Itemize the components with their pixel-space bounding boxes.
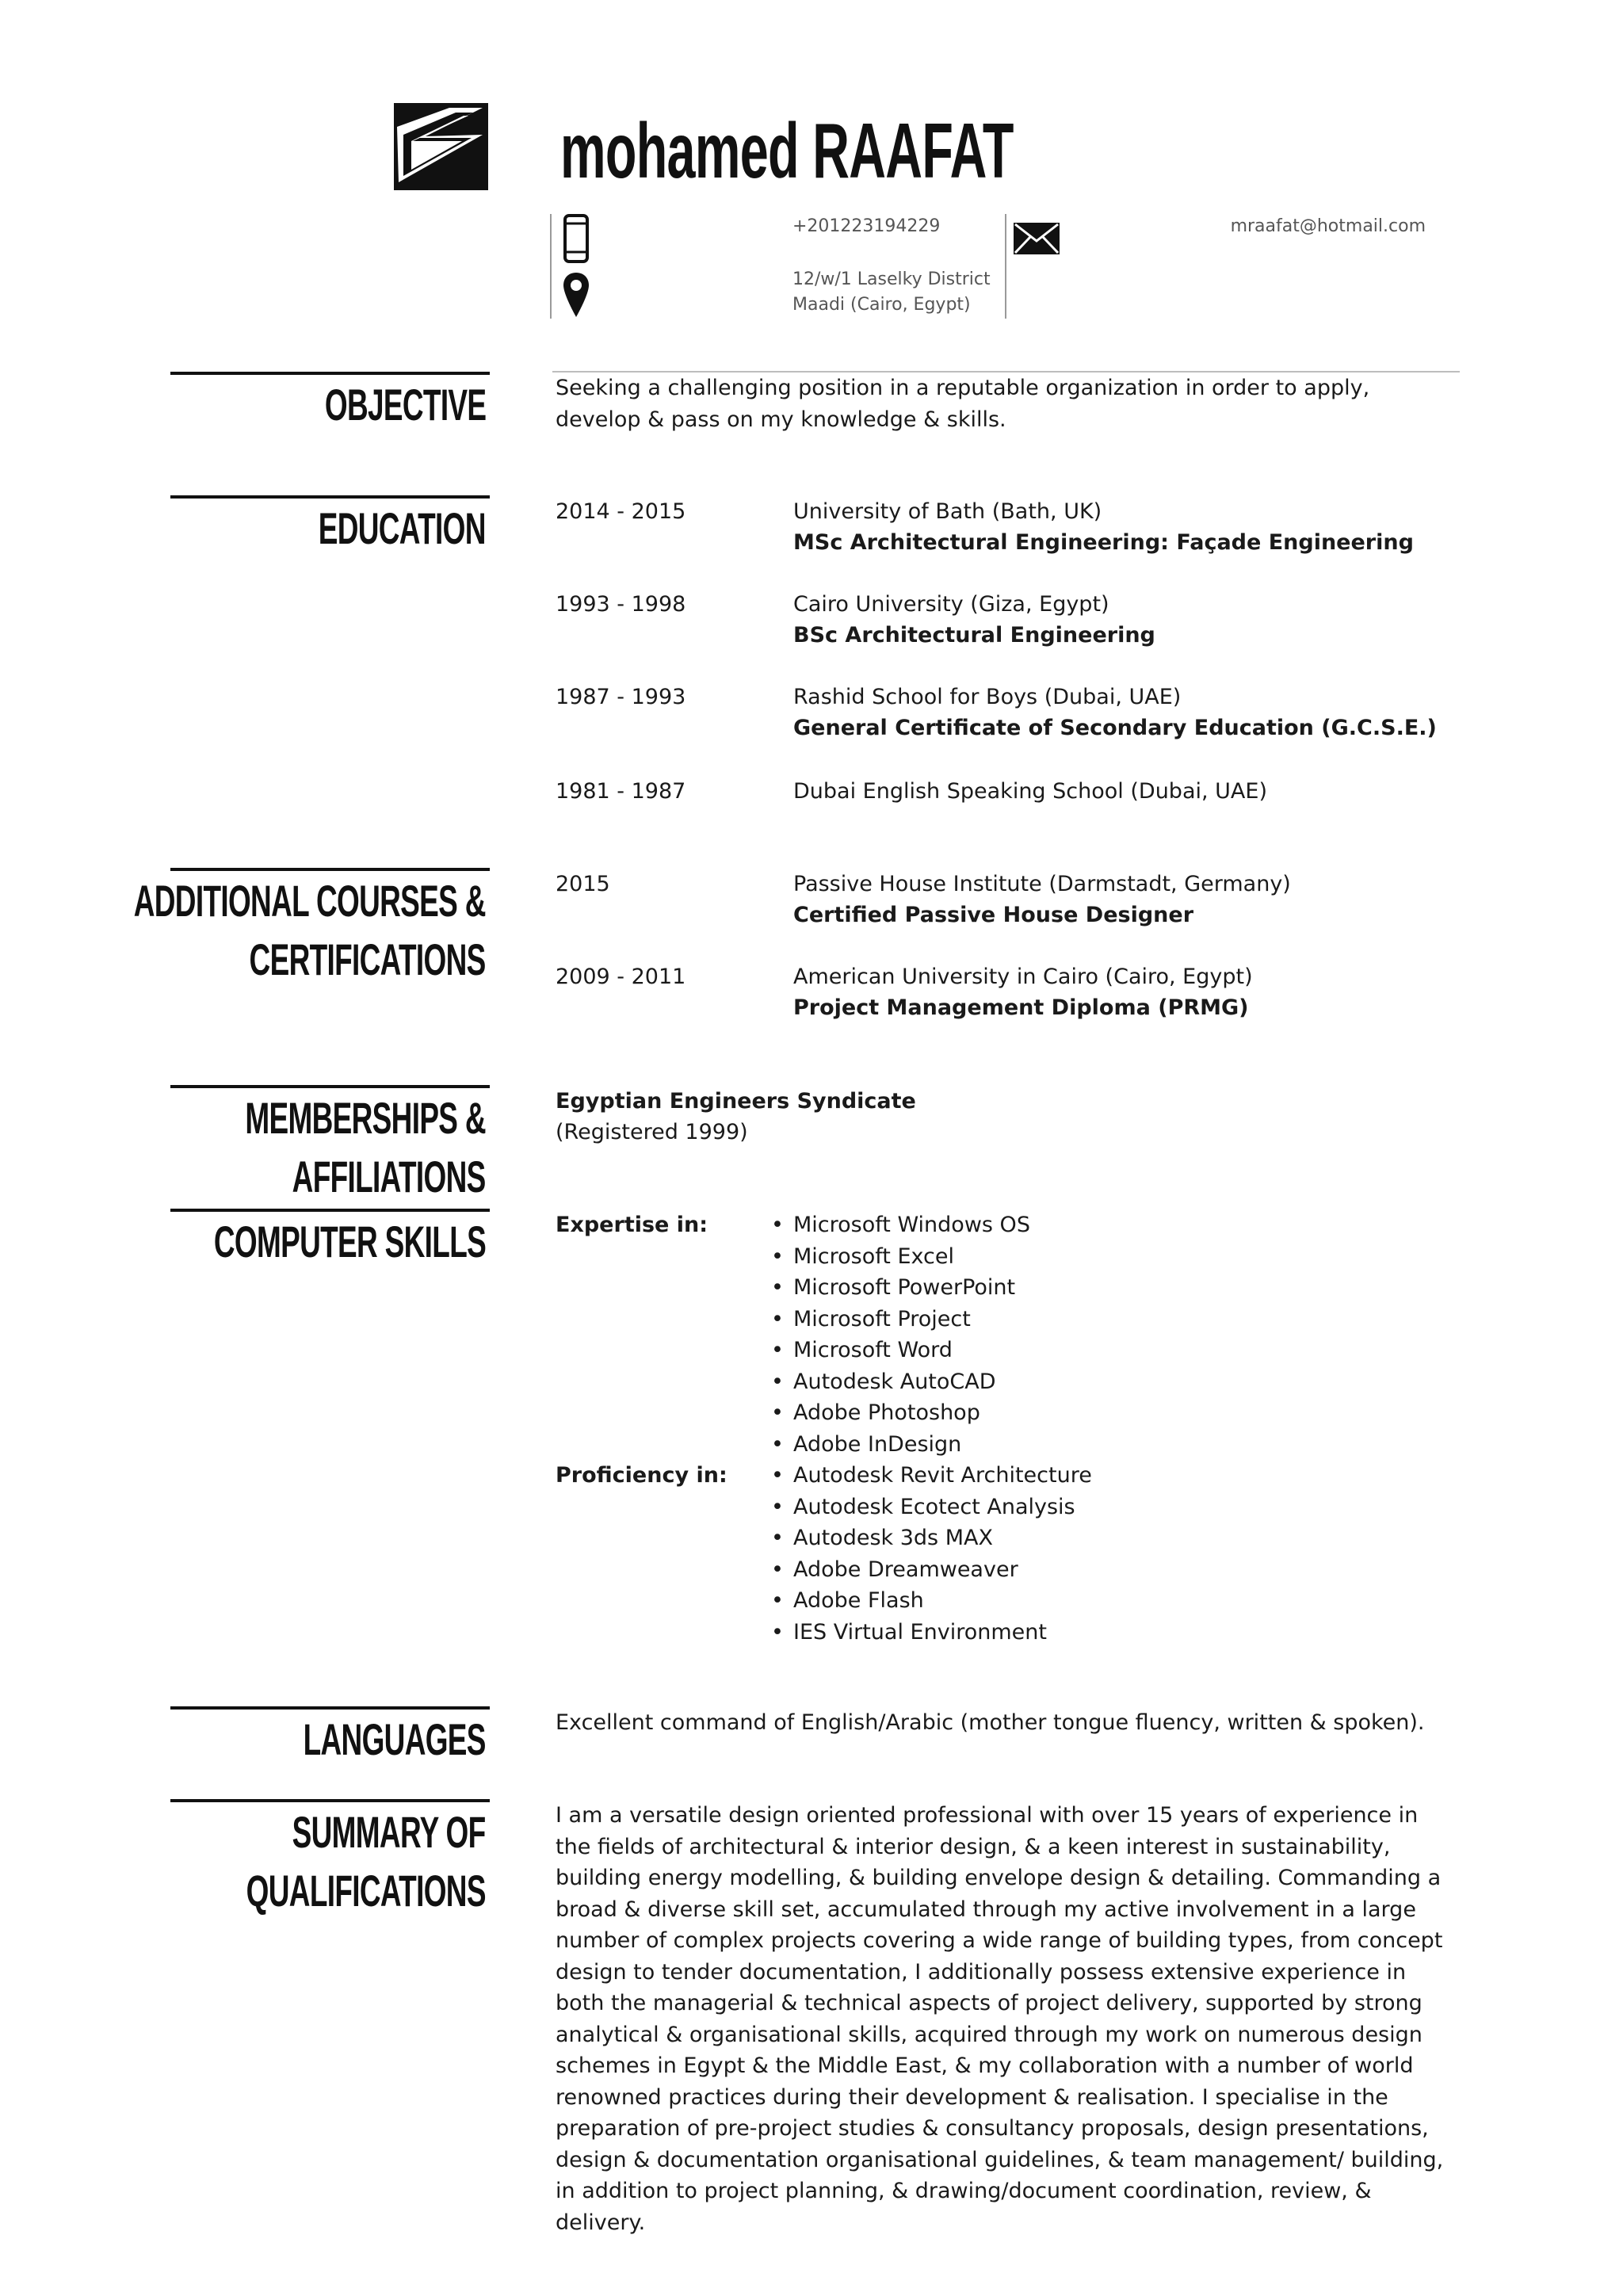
skill-item: • Adobe Photoshop bbox=[771, 1397, 1030, 1429]
skill-item: • IES Virtual Environment bbox=[771, 1617, 1092, 1648]
courses-title-line-2: CERTIFICATIONS bbox=[249, 934, 486, 984]
course-institution: American University in Cairo (Cairo, Egypt) bbox=[793, 965, 1253, 989]
summary-title-line-2: QUALIFICATIONS bbox=[246, 1866, 486, 1916]
education-years: 1981 - 1987 bbox=[556, 779, 686, 804]
education-degree: MSc Architectural Engineering: Façade Engineering bbox=[793, 530, 1414, 555]
last-name: RAAFAT bbox=[812, 107, 1014, 194]
education-institution: Dubai English Speaking School (Dubai, UAE) bbox=[793, 779, 1267, 804]
summary-title-line-1: SUMMARY OF bbox=[292, 1807, 486, 1857]
phone-number: +201223194229 bbox=[792, 216, 941, 236]
education-institution: Rashid School for Boys (Dubai, UAE) bbox=[793, 685, 1182, 709]
summary-text: I am a versatile design oriented professional with over 15 years of experience in the fields of architectural & interior design, & a keen interest in sustainability, building energy modelling, & building envelope design & detailing. Commanding a broad & diverse skill set, accumulated through my active involvement in a large number of complex projects covering a wide range of building types, from concept design to tender documentation, I additionally possess extensive experience in both the managerial & technical aspects of project delivery, supported by strong analytical & organisational skills, acquired through my work on numerous design schemes in Egypt & the Middle East, & my collaboration with a number of world renowned practices during their development & realisation. I specialise in the preparation of pre-project studies & consultancy proposals, design presentations, design & documentation organisational guidelines, & team management/ building, in addition to project planning, & drawing/document coordination, review, & delivery. bbox=[556, 1803, 1444, 2235]
objective-text: Seeking a challenging position in a reputable organization in order to apply, develop & pass on my knowledge & skills. bbox=[556, 376, 1370, 432]
expertise-list bbox=[771, 1209, 1030, 1460]
location-pin-icon bbox=[563, 271, 590, 319]
education-years: 2014 - 2015 bbox=[556, 499, 686, 524]
education-rule bbox=[170, 495, 490, 499]
address-line-1: 12/w/1 Laselky District bbox=[792, 269, 991, 289]
objective-rule bbox=[170, 372, 490, 375]
candidate-name bbox=[560, 107, 1014, 194]
education-institution: University of Bath (Bath, UK) bbox=[793, 499, 1102, 524]
course-years: 2009 - 2011 bbox=[556, 965, 686, 989]
skill-item: • Autodesk Ecotect Analysis bbox=[771, 1492, 1092, 1523]
memberships-title-line-2: AFFILIATIONS bbox=[292, 1152, 486, 1201]
skill-item: • Microsoft Windows OS bbox=[771, 1209, 1030, 1241]
course-institution: Passive House Institute (Darmstadt, Germany) bbox=[793, 872, 1291, 896]
memberships-rule bbox=[170, 1085, 490, 1088]
membership-note: (Registered 1999) bbox=[556, 1120, 748, 1144]
skill-item: • Microsoft Excel bbox=[771, 1241, 1030, 1273]
skill-item: • Microsoft Project bbox=[771, 1304, 1030, 1335]
languages-rule bbox=[170, 1706, 490, 1710]
skill-item: • Adobe Flash bbox=[771, 1585, 1092, 1617]
contact-divider-left bbox=[550, 214, 552, 319]
membership-organization: Egyptian Engineers Syndicate bbox=[556, 1089, 916, 1114]
courses-title-line-1: ADDITIONAL COURSES & bbox=[133, 876, 486, 926]
memberships-title-line-1: MEMBERSHIPS & bbox=[245, 1093, 486, 1143]
education-degree: General Certificate of Secondary Education (G.C.S.E.) bbox=[793, 716, 1437, 740]
skill-item: • Microsoft PowerPoint bbox=[771, 1272, 1030, 1304]
proficiency-label: Proficiency in: bbox=[556, 1463, 727, 1488]
phone-icon bbox=[563, 214, 590, 263]
summary-rule bbox=[170, 1799, 490, 1802]
courses-rule bbox=[170, 868, 490, 871]
first-name: mohamed bbox=[560, 107, 799, 194]
languages-text: Excellent command of English/Arabic (mother tongue fluency, written & spoken). bbox=[556, 1710, 1425, 1735]
skill-item: • Autodesk 3ds MAX bbox=[771, 1522, 1092, 1554]
envelope-icon bbox=[1013, 222, 1060, 255]
address-line-2: Maadi (Cairo, Egypt) bbox=[792, 295, 971, 315]
education-degree: BSc Architectural Engineering bbox=[793, 623, 1155, 648]
logo-icon bbox=[394, 103, 488, 190]
email-address: mraafat@hotmail.com bbox=[1230, 216, 1426, 236]
skill-item: • Adobe InDesign bbox=[771, 1429, 1030, 1461]
skill-item: • Autodesk Revit Architecture bbox=[771, 1460, 1092, 1492]
computer-skills-title: COMPUTER SKILLS bbox=[213, 1217, 486, 1266]
education-title: EDUCATION bbox=[318, 503, 486, 553]
education-institution: Cairo University (Giza, Egypt) bbox=[793, 592, 1109, 617]
education-years: 1987 - 1993 bbox=[556, 685, 686, 709]
skill-item: • Autodesk AutoCAD bbox=[771, 1366, 1030, 1398]
languages-title: LANGUAGES bbox=[303, 1714, 486, 1764]
computer-skills-rule bbox=[170, 1209, 490, 1212]
proficiency-list bbox=[771, 1460, 1092, 1648]
expertise-label: Expertise in: bbox=[556, 1213, 708, 1237]
course-years: 2015 bbox=[556, 872, 610, 896]
skill-item: • Microsoft Word bbox=[771, 1335, 1030, 1366]
objective-title: OBJECTIVE bbox=[324, 380, 486, 430]
contact-divider-right bbox=[1005, 214, 1006, 319]
education-years: 1993 - 1998 bbox=[556, 592, 686, 617]
course-certificate: Project Management Diploma (PRMG) bbox=[793, 995, 1249, 1020]
course-certificate: Certified Passive House Designer bbox=[793, 903, 1194, 927]
skill-item: • Adobe Dreamweaver bbox=[771, 1554, 1092, 1586]
